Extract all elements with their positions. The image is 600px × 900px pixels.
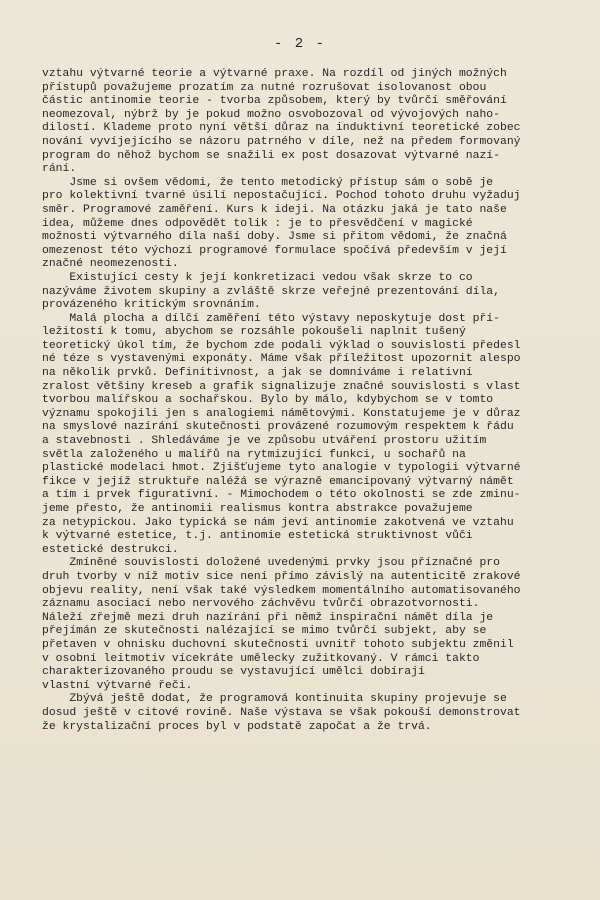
text-line: jeme přesto, že antinomii realismus kontra abstrakce považujeme xyxy=(42,503,473,515)
text-line: nování vyvíjejícího se názoru patrného v díle, než na předem formovaný xyxy=(42,135,521,148)
text-line: přetaven v ohnisku duchovní skutečnosti uvnitř tohoto subjektu změnil xyxy=(42,638,514,651)
text-line: Existující cesty k její konkretizaci vedou však skrze to co xyxy=(42,271,473,284)
text-line: že krystalizační proces byl v podstatě započat a že trvá. xyxy=(42,720,432,733)
text-line: k výtvarné estetice, t.j. antinomie estetická struktivnost vůči xyxy=(42,530,473,543)
text-line: ležitostí k tomu, abychom se rozsáhle pokoušeli naplnit tušený xyxy=(42,326,466,339)
text-line: vztahu výtvarné teorie a výtvarné praxe. Na rozdíl od jiných možných xyxy=(42,68,507,80)
text-line: Náleží zřejmě mezi druh nazírání při němž inspirační námět díla je xyxy=(42,611,494,624)
text-line: Malá plocha a dílčí zaměření této výstavy neposkytuje dost pří- xyxy=(42,312,500,325)
page-number: - 2 - xyxy=(273,36,326,52)
text-line: na několik prvků. Definitivnost, a jak se domníváme i relativní xyxy=(42,367,473,380)
text-line: vlastní výtvarné řeči. xyxy=(42,679,193,692)
text-line: provázeného kritickým srovnáním. xyxy=(42,299,261,312)
text-line: významu spokojili jen s analogiemi námětovými. Konstatujeme je v důraz xyxy=(42,407,521,420)
text-line: Zmíněné souvislosti doložené uvedenými prvky jsou příznačné pro xyxy=(42,557,500,570)
body-text xyxy=(42,68,597,734)
text-line: na smyslové nazírání skutečnosti provázené rozumovým respektem k řádu xyxy=(42,421,514,434)
text-line: a stavebnosti . Shledáváme je ve způsobu utváření prostoru užitím xyxy=(42,435,487,448)
text-line: pro kolektivní tvarné úsilí nepostačující. Pochod tohoto druhu vyžaduj xyxy=(42,190,521,203)
text-line: dosud ještě v citové rovině. Naše výstava se však pokouší demonstrovat xyxy=(42,706,521,719)
text-line: neomezoval, nýbrž by je pokud možno osvobozoval od vývojových naho- xyxy=(42,108,500,121)
text-line: přejímán ze skutečnosti nalézající se mimo tvůrčí subjekt, aby se xyxy=(42,625,487,638)
text-line: program do něhož bychom se snažili ex post dosazovat výtvarné nazí- xyxy=(42,149,500,162)
text-line: fikce v jejíž struktuře naléžá se výrazně emancipovaný výtvarný námět xyxy=(42,475,514,488)
text-line: v osobní leitmotiv vícekráte umělecky zužitkovaný. V rámci takto xyxy=(42,652,480,665)
text-line: přístupů považujeme prozatím za nutné rozrušovat isolovanost obou xyxy=(42,81,487,94)
text-line: světla založeného u malířů na rytmizující funkci, u sochařů na xyxy=(42,448,466,461)
text-line: né téze s vystavenými exponáty. Máme však příležitost upozornit alespo xyxy=(42,353,521,366)
text-line: omezenost této výchozí programové formulace spočívá především v její xyxy=(42,244,507,257)
text-line: plastické modelaci hmot. Zjišťujeme tyto analogie v typologii výtvarné xyxy=(42,462,521,475)
text-line: a tím i prvek figurativní. - Mimochodem o této okolnosti se zde zminu- xyxy=(42,489,521,502)
text-line: rání. xyxy=(42,163,77,176)
text-line: částic antinomie teorie - tvorba způsobem, který by tvůrčí směřování xyxy=(42,95,507,108)
text-line: tvorbou malířskou a sochařskou. Bylo by málo, kdybychom se v tomto xyxy=(42,394,494,407)
text-line: charakterizovaného proudu se vystavující umělci dobírají xyxy=(42,666,425,679)
text-line: objevu reality, není však také výsledkem momentálního automatisovaného xyxy=(42,584,521,597)
text-line: zralost většiny kreseb a grafik signalizuje značné souvislosti s vlast xyxy=(42,380,521,393)
text-line: teoretický úkol tím, že bychom zde podali výklad o souvislosti předesl xyxy=(42,339,521,352)
text-line: za netypickou. Jako typická se nám jeví antinomie zakotvená ve vztahu xyxy=(42,516,514,529)
text-line: Zbývá ještě dodat, že programová kontinuita skupiny projevuje se xyxy=(42,693,507,706)
text-line: Jsme si ovšem vědomi, že tento metodický přístup sám o sobě je xyxy=(42,176,494,189)
text-line: záznamu asociací nebo nervového záchvěvu tvůrčí obrazotvornosti. xyxy=(42,598,480,611)
text-line: směr. Programové zaměření. Kurs k ideji. Na otázku jaká je tato naše xyxy=(42,203,507,216)
text-line: nazýváme životem skupiny a zvláště skrze veřejné prezentování díla, xyxy=(42,285,500,298)
text-line: možnosti výtvarného díla naší doby. Jsme si přitom vědomi, že značná xyxy=(42,231,507,244)
text-line: idea, můžeme dnes odpovědět tolik : je to přesvědčení v magické xyxy=(42,217,473,230)
text-line: estetické destrukci. xyxy=(42,543,179,556)
text-line: dilostí. Klademe proto nyní větší důraz na induktivní teoretické zobec xyxy=(42,122,521,135)
text-line: druh tvorby v níž motiv sice není přímo závislý na autenticitě zrakové xyxy=(42,570,521,583)
text-line: značné neomezenosti. xyxy=(42,258,179,271)
